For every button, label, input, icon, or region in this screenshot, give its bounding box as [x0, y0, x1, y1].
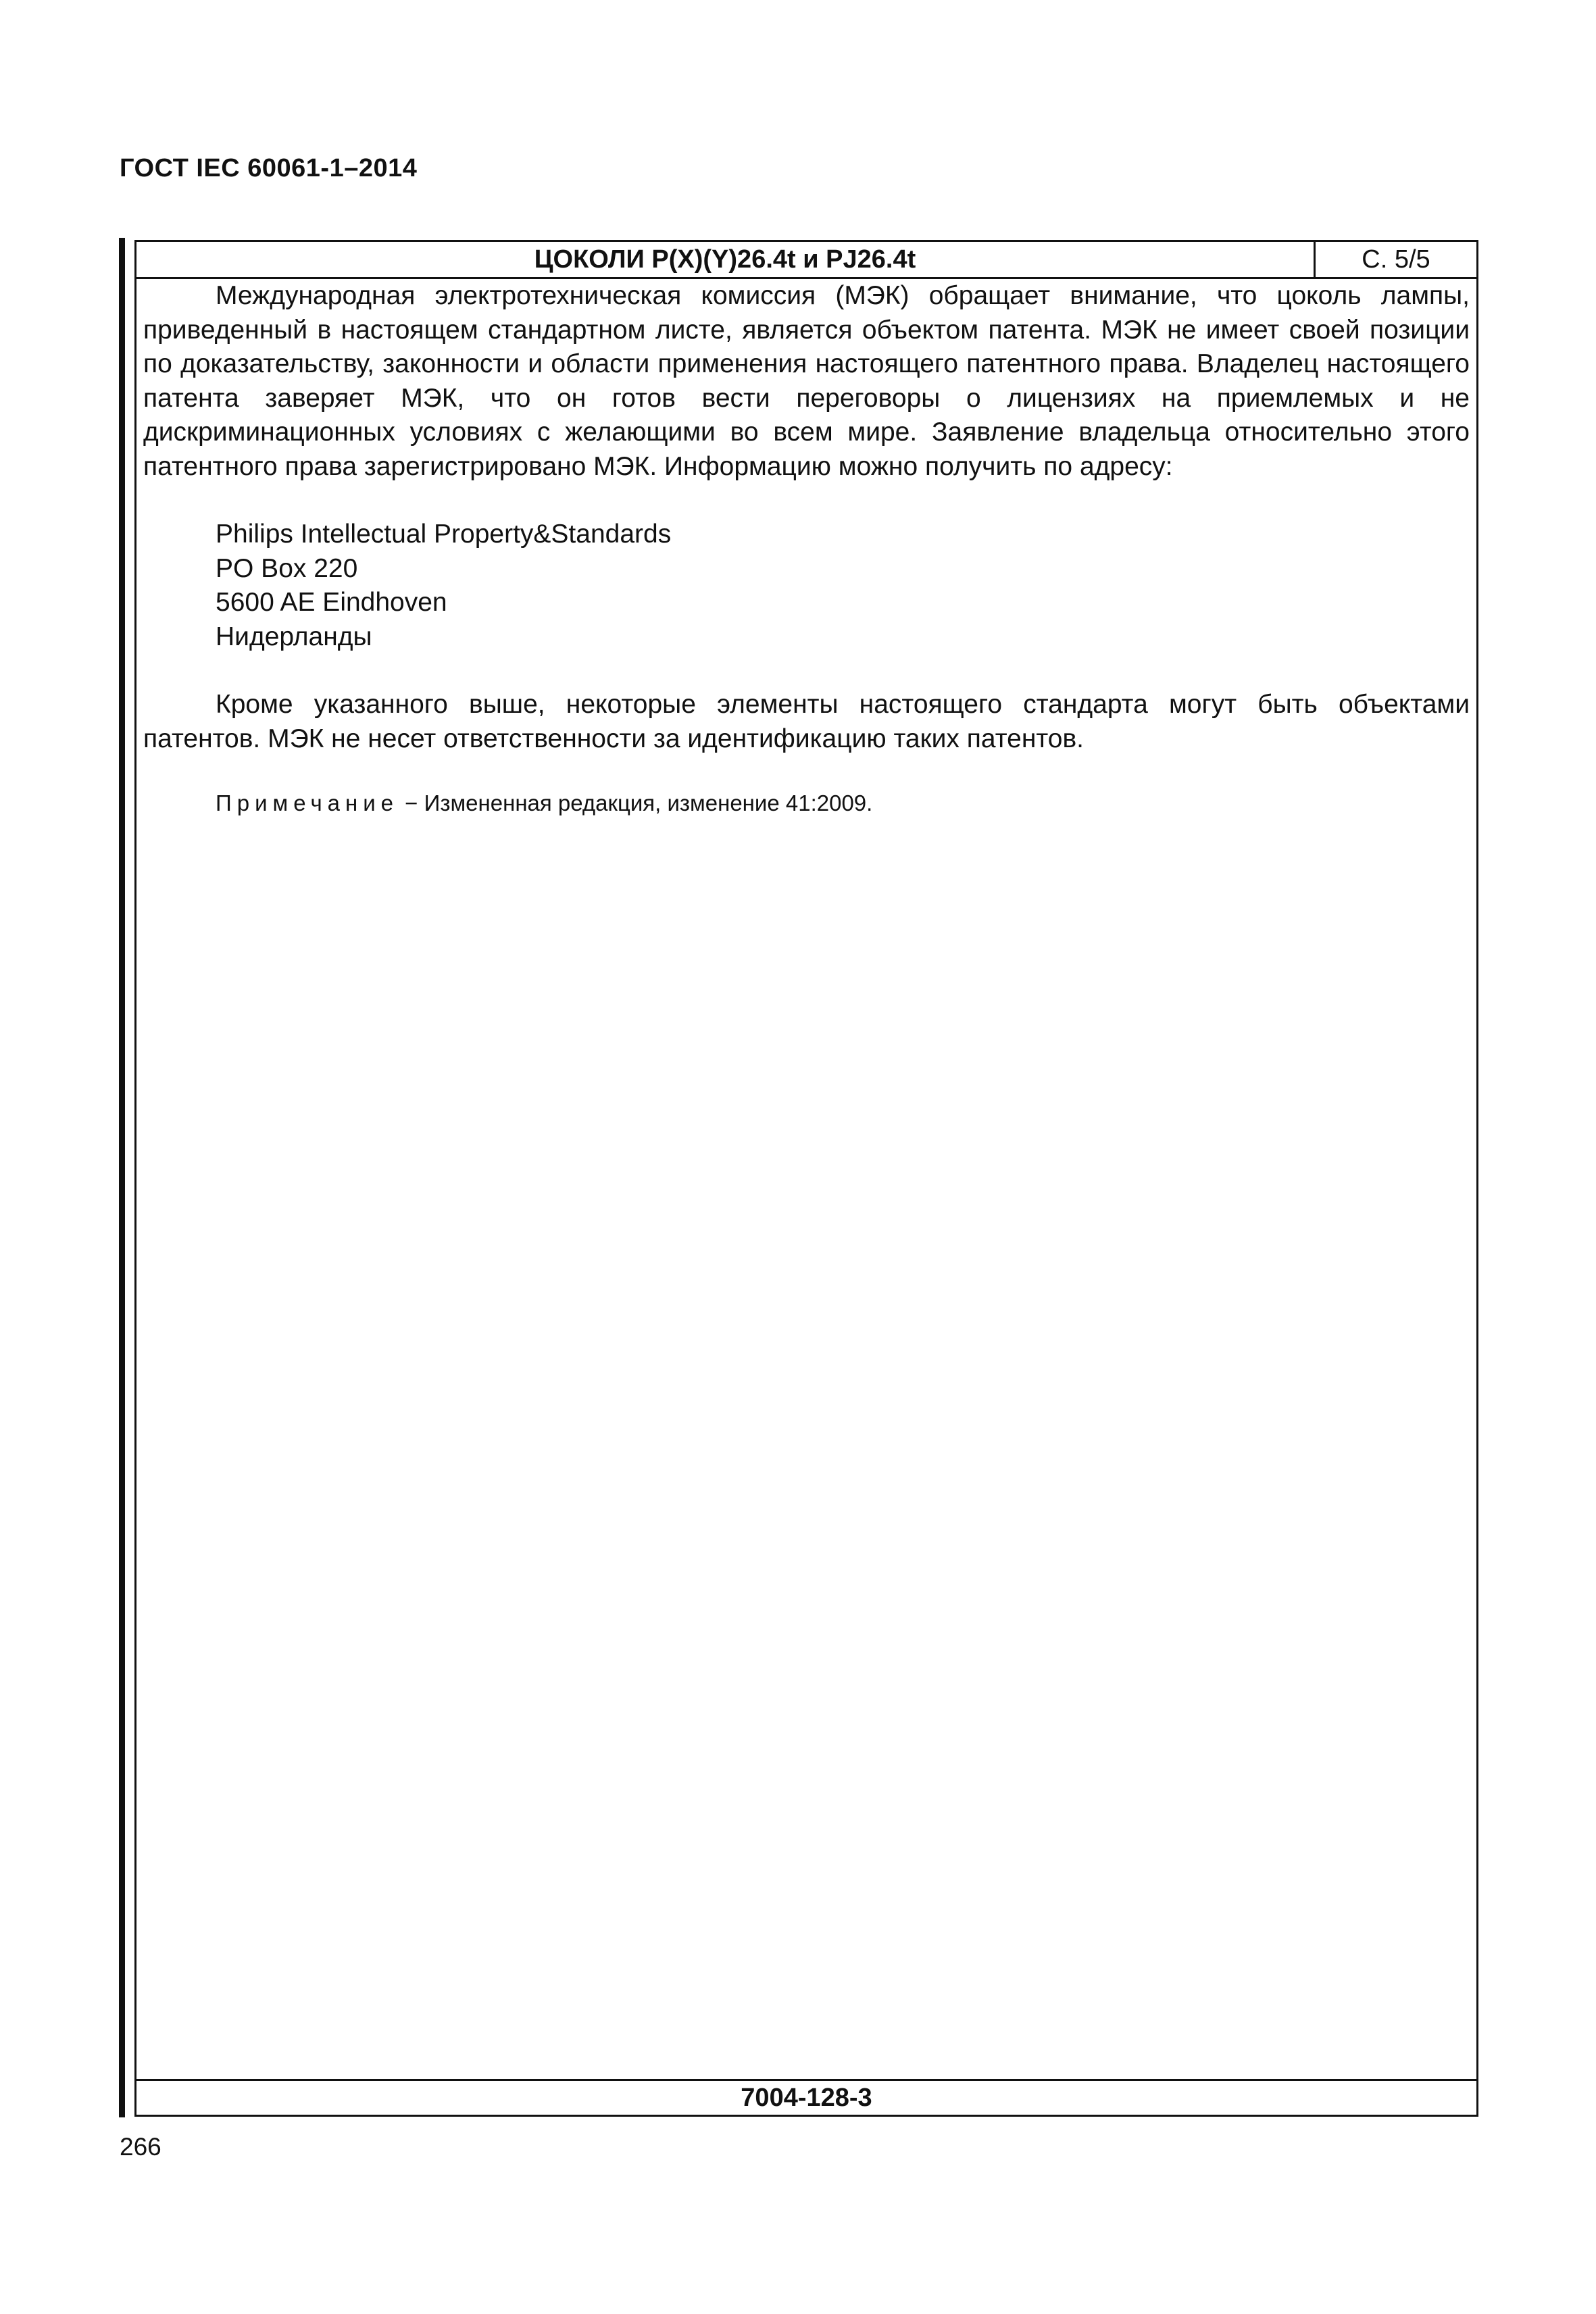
note-text: − Измененная редакция, изменение 41:2009. — [399, 790, 873, 815]
sheet-body — [143, 279, 1470, 817]
sheet-code: 7004-128-3 — [136, 2079, 1476, 2115]
sheet-title: ЦОКОЛИ P(X)(Y)26.4t и PJ26.4t — [136, 242, 1316, 277]
change-bar — [119, 238, 125, 2117]
address-line: Philips Intellectual Property&Standards — [216, 520, 672, 549]
note-label: Примечание — [216, 790, 399, 815]
sheet-header-row — [136, 242, 1476, 279]
standard-sheet — [134, 240, 1478, 2117]
address-line: 5600 AE Eindhoven — [216, 588, 447, 617]
page-number: 266 — [120, 2133, 161, 2161]
document-header: ГОСТ IEC 60061-1–2014 — [120, 154, 418, 182]
patent-disclaimer-paragraph: Кроме указанного выше, некоторые элементы настоящего стандарта могут быть объектами патентов. МЭК не несет ответственности за идентификацию таких патентов. — [143, 690, 1470, 753]
address-line: PO Box 220 — [216, 553, 358, 583]
address-block — [216, 518, 1470, 654]
address-line: Нидерланды — [216, 622, 372, 651]
note — [216, 790, 1470, 817]
sheet-page-label: С. 5/5 — [1362, 245, 1430, 274]
patent-paragraph: Международная электротехническая комиссия (МЭК) обращает внимание, что цоколь лампы, приведенный в настоящем стандартном листе, является объектом патента. МЭК не имеет своей позиции по доказательству, законности и области применения настоящего патентного права. Владелец настоящего патента заверяет МЭК, что он готов вести переговоры о лицензиях на приемлемых и не дискриминационных условиях с желающими во всем мире. Заявление владельца относительно этого патентного права зарегистрировано МЭК. Информацию можно получить по адресу: — [143, 281, 1470, 481]
